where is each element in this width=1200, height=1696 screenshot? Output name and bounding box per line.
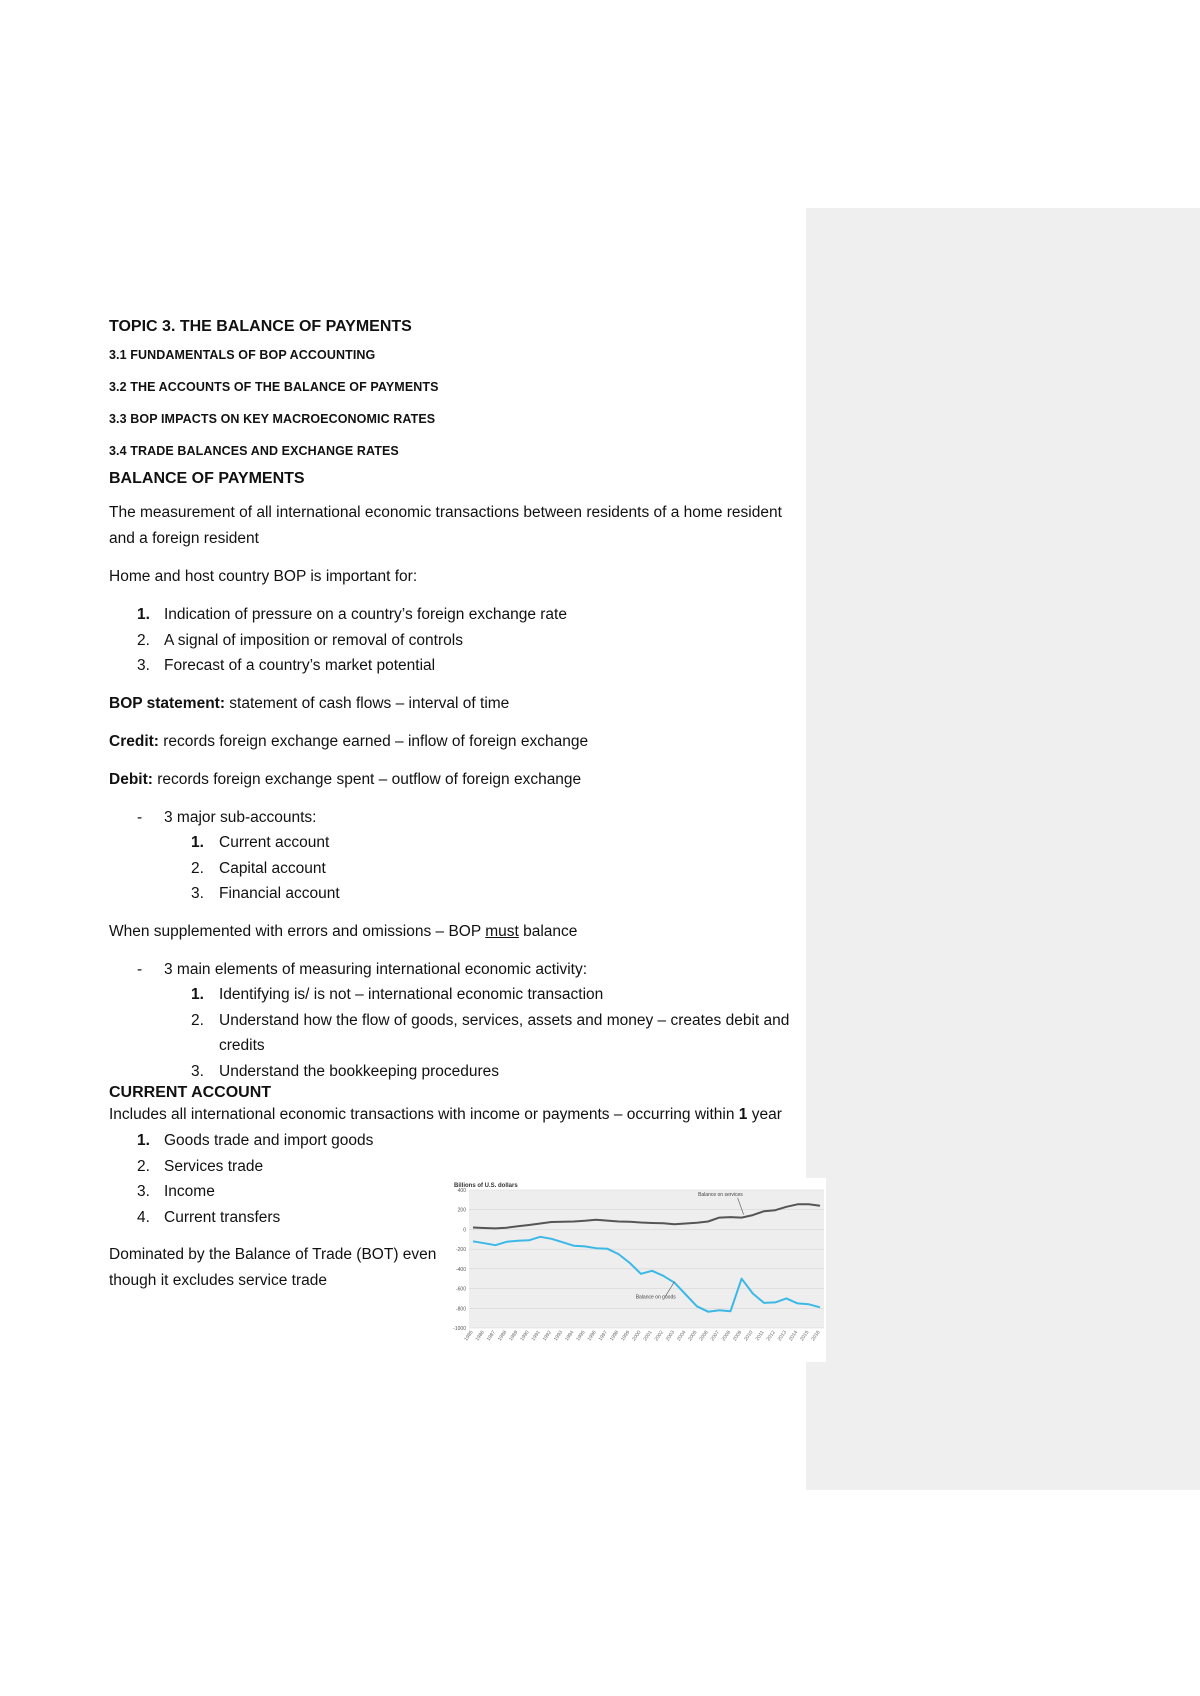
list-number: 1. bbox=[191, 986, 204, 1003]
y-tick-label: -800 bbox=[455, 1306, 466, 1313]
x-tick-label: 2009 bbox=[731, 1329, 744, 1343]
current-account-heading: CURRENT ACCOUNT bbox=[109, 1084, 272, 1101]
y-tick-label: -1000 bbox=[453, 1326, 466, 1332]
x-tick-label: 1993 bbox=[552, 1329, 565, 1343]
list-item: 1. Identifying is/ is not – international economic transaction bbox=[109, 982, 799, 1008]
list-item: 2. A signal of imposition or removal of controls bbox=[109, 628, 799, 654]
x-tick-label: 1986 bbox=[474, 1329, 486, 1343]
x-tick-label: 2011 bbox=[754, 1329, 766, 1342]
bop-chart bbox=[452, 1178, 826, 1362]
subtopic-3: 3.3 BOP IMPACTS ON KEY MACROECONOMIC RATES bbox=[109, 412, 436, 426]
x-tick-label: 2016 bbox=[810, 1329, 822, 1343]
subaccounts-intro: - 3 major sub-accounts: bbox=[137, 808, 317, 826]
list-number: 2. bbox=[191, 1011, 204, 1029]
list-item: 2. Capital account bbox=[109, 856, 799, 882]
elements-intro: - 3 main elements of measuring international economic activity: bbox=[137, 960, 588, 978]
x-tick-label: 1992 bbox=[541, 1329, 553, 1343]
current-account-list bbox=[109, 1128, 469, 1230]
x-tick-label: 2012 bbox=[765, 1329, 777, 1343]
list-number: 1. bbox=[191, 834, 204, 851]
x-tick-label: 1995 bbox=[575, 1329, 587, 1343]
x-tick-label: 1987 bbox=[485, 1329, 498, 1343]
x-tick-label: 1989 bbox=[508, 1329, 520, 1343]
list-number: 3. bbox=[191, 885, 204, 902]
y-tick-label: 0 bbox=[463, 1227, 466, 1234]
chart-ylabel: Billions of U.S. dollars bbox=[454, 1183, 518, 1189]
x-tick-label: 2002 bbox=[653, 1329, 665, 1343]
list-number: 4. bbox=[137, 1208, 150, 1226]
x-tick-label: 1985 bbox=[463, 1329, 475, 1343]
x-tick-label: 2005 bbox=[687, 1329, 699, 1343]
current-account-intro: Includes all international economic transactions with income or payments – occurring within 1 year bbox=[109, 1106, 782, 1123]
x-tick-label: 1998 bbox=[608, 1329, 621, 1343]
list-item: 3. Financial account bbox=[109, 881, 799, 907]
x-tick-label: 2006 bbox=[698, 1329, 710, 1343]
y-tick-label: -400 bbox=[455, 1266, 466, 1273]
annotation-services: Balance on services bbox=[698, 1191, 743, 1198]
subtopic-1: 3.1 FUNDAMENTALS OF BOP ACCOUNTING bbox=[109, 348, 376, 362]
x-tick-label: 2013 bbox=[776, 1329, 789, 1343]
y-tick-label: 200 bbox=[457, 1207, 466, 1214]
list-number: 3. bbox=[137, 657, 150, 674]
subtopic-4: 3.4 TRADE BALANCES AND EXCHANGE RATES bbox=[109, 444, 399, 458]
balance-statement: When supplemented with errors and omissions – BOP must balance bbox=[109, 922, 578, 940]
x-tick-label: 1991 bbox=[530, 1329, 542, 1343]
list-item: 1. Indication of pressure on a country’s foreign exchange rate bbox=[109, 602, 799, 628]
x-tick-label: 2004 bbox=[676, 1329, 688, 1343]
subtopic-2: 3.2 THE ACCOUNTS OF THE BALANCE OF PAYMENTS bbox=[109, 380, 439, 394]
x-tick-label: 2007 bbox=[709, 1329, 721, 1343]
x-tick-label: 2014 bbox=[787, 1329, 800, 1343]
credit-definition: Credit: records foreign exchange earned – inflow of foreign exchange bbox=[109, 732, 589, 750]
bop-definition: The measurement of all international economic transactions between residents of a home resident and a foreign resident bbox=[109, 504, 782, 547]
list-item: 2. Services trade bbox=[109, 1154, 469, 1180]
comment-margin-pane bbox=[806, 208, 1200, 1490]
y-tick-label: -200 bbox=[455, 1247, 466, 1254]
x-tick-label: 1990 bbox=[519, 1329, 531, 1343]
bop-heading: BALANCE OF PAYMENTS bbox=[109, 470, 305, 487]
list-number: 2. bbox=[137, 1157, 150, 1175]
list-item: 3. Understand the bookkeeping procedures bbox=[109, 1059, 799, 1085]
x-tick-label: 2003 bbox=[664, 1329, 677, 1343]
list-item: 2. Understand how the flow of goods, services, assets and money – creates debit and credits bbox=[109, 1008, 799, 1059]
x-tick-label: 1997 bbox=[597, 1329, 609, 1343]
debit-definition: Debit: records foreign exchange spent – outflow of foreign exchange bbox=[109, 770, 582, 788]
document-body bbox=[109, 318, 799, 1306]
importance-intro: Home and host country BOP is important for: bbox=[109, 568, 418, 585]
list-number: 2. bbox=[137, 631, 150, 649]
y-tick-label: -600 bbox=[455, 1286, 466, 1293]
y-tick-label: 400 bbox=[457, 1188, 466, 1194]
importance-list bbox=[109, 602, 799, 679]
x-tick-label: 2015 bbox=[799, 1329, 811, 1343]
annotation-goods: Balance on goods bbox=[635, 1294, 676, 1301]
x-tick-label: 1988 bbox=[496, 1329, 509, 1343]
list-item: 3. Forecast of a country’s market potential bbox=[109, 653, 799, 679]
list-item: 1. Goods trade and import goods bbox=[109, 1128, 469, 1154]
x-tick-label: 1994 bbox=[564, 1329, 576, 1343]
subaccounts-list bbox=[109, 830, 799, 907]
x-tick-label: 1996 bbox=[586, 1329, 598, 1343]
x-tick-label: 2008 bbox=[720, 1329, 733, 1343]
page-title: TOPIC 3. THE BALANCE OF PAYMENTS bbox=[109, 318, 412, 335]
x-tick-label: 1999 bbox=[620, 1329, 632, 1343]
bop-chart-svg bbox=[452, 1178, 826, 1362]
list-item: 4. Current transfers bbox=[109, 1205, 469, 1231]
list-number: 1. bbox=[137, 1132, 150, 1149]
list-number: 3. bbox=[191, 1062, 204, 1080]
list-number: 2. bbox=[191, 859, 204, 877]
list-item: 1. Current account bbox=[109, 830, 799, 856]
list-number: 3. bbox=[137, 1183, 150, 1200]
list-number: 1. bbox=[137, 606, 150, 623]
bop-statement: BOP statement: statement of cash flows – interval of time bbox=[109, 694, 510, 712]
elements-list bbox=[109, 982, 799, 1084]
x-tick-label: 2001 bbox=[642, 1329, 654, 1343]
list-item: 3. Income bbox=[109, 1179, 469, 1205]
x-tick-label: 2000 bbox=[631, 1329, 643, 1343]
bot-note: Dominated by the Balance of Trade (BOT) even though it excludes service trade bbox=[109, 1246, 437, 1289]
x-tick-label: 2010 bbox=[743, 1329, 755, 1343]
